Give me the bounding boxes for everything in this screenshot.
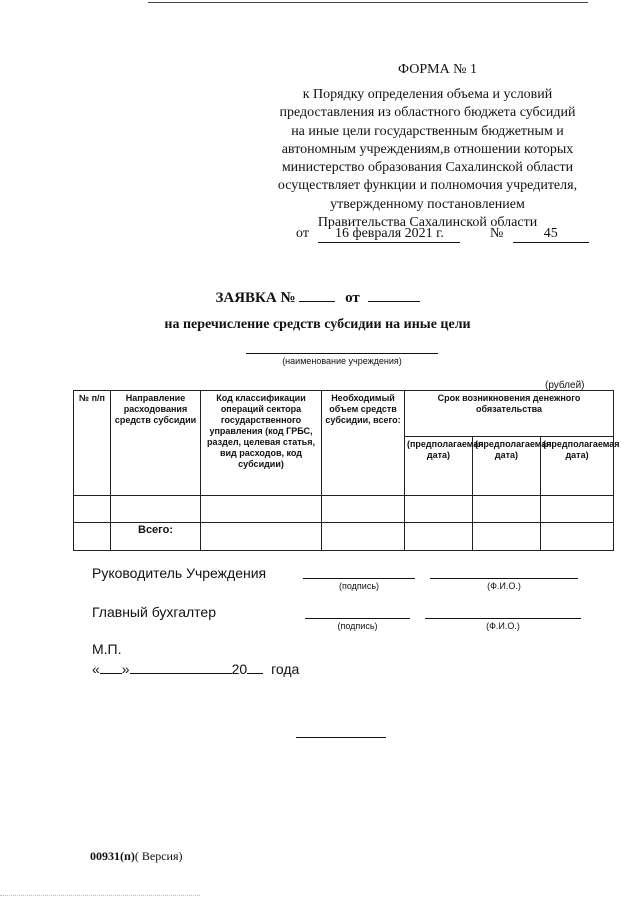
application-title [0,290,635,307]
cell-date-3[interactable] [541,496,614,523]
header-num: № п/п [74,391,111,496]
approval-line: осуществляет функции и полномочия учредителя, [277,178,578,194]
approval-line: на иные цели государственным бюджетным и [291,123,564,139]
accountant-signature-line[interactable] [305,618,410,619]
header-amount: Необходимый объем средств субсидии, всего: [322,391,405,496]
approval-line: Правительства Сахалинской области [317,215,538,231]
accountant-signature-caption: (подпись) [337,621,378,631]
form-number: ФОРМА № 1 [398,62,478,77]
institution-name-line[interactable] [246,353,438,354]
application-number-blank[interactable] [299,301,335,302]
table-row [74,496,614,523]
title-from: от [345,290,360,306]
month-blank[interactable] [130,673,232,674]
scan-artifacts [0,895,200,902]
head-label: Руководитель Учреждения [92,565,267,581]
header-code: Код классификации операций сектора государственного управления (код ГРБС, раздел, целевая статья, вид расходов, код субсидии) [201,391,322,496]
cell-direction[interactable] [111,496,201,523]
decree-date: 16 февраля 2021 г. [318,226,460,243]
cell-date-2[interactable] [473,496,541,523]
approval-line: к Порядку определения объема и условий [302,87,553,102]
cell-code-total[interactable] [201,523,322,551]
cell-date-3-total[interactable] [541,523,614,551]
decree-date-number [296,226,589,243]
approval-line: предоставления из областного бюджета субсидий [279,105,576,121]
accountant-name-line[interactable] [425,618,581,619]
accountant-label: Главный бухгалтер [92,604,216,620]
institution-caption: (наименование учреждения) [282,356,402,366]
header-term: Срок возникновения денежного обязательства [405,391,614,437]
day-blank[interactable] [100,673,122,674]
date-open-quote: « [92,661,100,677]
table-total-row [74,523,614,551]
year-prefix: 20 [231,661,248,677]
header-date-3: (предполагаемая дата) [541,437,614,496]
subsidy-table [73,390,620,551]
title-prefix: ЗАЯВКА № [215,290,296,306]
sign-date [92,661,299,677]
cell-num[interactable] [74,496,111,523]
year-blank[interactable] [247,673,263,674]
document-code [90,849,183,864]
header-direction: Направление расходования средств субсидии [111,391,201,496]
stamp-label: М.П. [92,641,122,657]
decree-number: 45 [513,226,589,243]
separator-line [296,737,386,738]
cell-amount-total[interactable] [322,523,405,551]
cell-date-2-total[interactable] [473,523,541,551]
application-subtitle: на перечисление средств субсидии на иные цели [164,317,471,332]
cell-amount[interactable] [322,496,405,523]
approval-line: утвержденному постановлением [330,196,525,212]
number-label: № [489,226,504,241]
currency-unit: (рублей) [545,380,585,391]
cell-date-1[interactable] [405,496,473,523]
total-label: Всего: [111,523,201,551]
code-version: ( Версия) [134,849,183,863]
head-signature-caption: (подпись) [338,581,380,591]
year-suffix: года [271,661,300,677]
accountant-name-caption: (Ф.И.О.) [486,621,520,631]
date-close-quote: » [121,661,130,677]
head-name-line[interactable] [430,578,578,579]
approval-line: автономным учреждениям,в отношении которых [281,141,574,157]
header-date-2: (предполагаемая дата) [473,437,541,496]
head-name-caption: (Ф.И.О.) [487,581,521,591]
approval-block [250,86,605,232]
cell-code[interactable] [201,496,322,523]
cell-num-total[interactable] [74,523,111,551]
top-rule [148,2,588,3]
table-header-row [74,391,614,437]
cell-date-1-total[interactable] [405,523,473,551]
from-label: от [296,226,309,241]
code-number: 00931(п) [90,849,135,863]
application-date-blank[interactable] [368,301,420,302]
approval-line: министерство образования Сахалинской области [281,160,574,176]
header-date-1: (предполагаемая дата) [405,437,473,496]
head-signature-line[interactable] [303,578,415,579]
